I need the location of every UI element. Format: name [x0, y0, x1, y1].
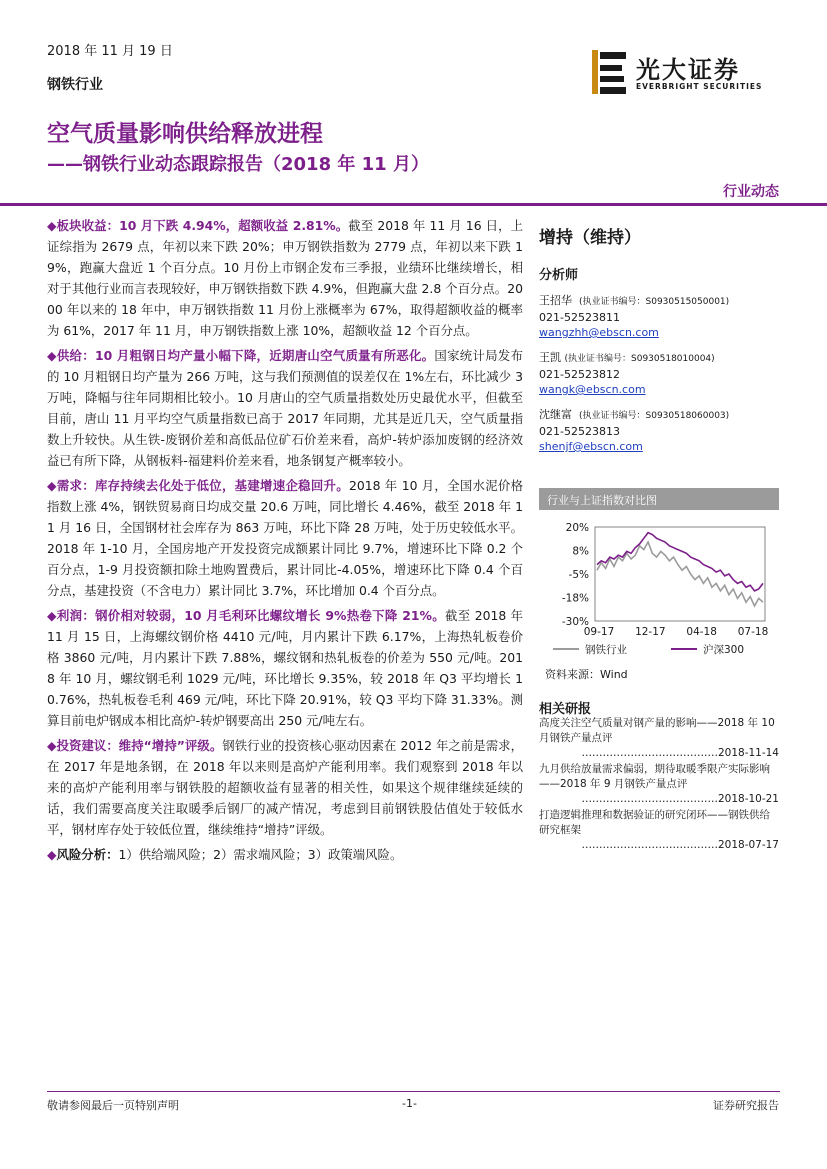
related-report-title: 九月供给放量需求偏弱，期待取暖季限产实际影响——2018 年 9 月钢铁产量点评	[539, 763, 770, 790]
x-tick-label: 04-18	[686, 626, 717, 638]
logo-icon	[588, 48, 628, 96]
analyst-cert: (执业证书编号：S0930515050001)	[579, 297, 730, 307]
analyst-card	[539, 293, 779, 340]
related-research-list	[539, 716, 779, 854]
x-tick-label: 12-17	[635, 626, 666, 638]
logo-cn-text: 光大证券	[636, 56, 740, 84]
diamond-bullet-icon: ◆	[47, 847, 57, 862]
analyst-phone: 021-52523813	[539, 425, 620, 438]
related-report-link[interactable]	[539, 808, 779, 853]
footer-disclaimer: 敬请参阅最后一页特别声明	[47, 1099, 179, 1112]
section-text: 国家统计局发布的 10 月粗钢日均产量为 266 万吨，这与我们预测值的误差仅在 1%左右，环比减少 3 万吨，降幅与往年同期相比较小。10 月唐山的空气质量指数处历史最优水平，但截至目前，唐山 11 月平均空气质量指数已高于 2017 年同期，尤其是近几天，空气质量指数上升较快。从生铁-废钢价差和高低品位矿石价差来看，高炉-转炉添加废钢的经济效益已有所下降，从钢板料-福建料价差来看，地条钢复产概率较小。	[47, 348, 523, 468]
chart-plot	[539, 513, 779, 663]
x-tick-label: 09-17	[583, 626, 615, 638]
plot-frame	[595, 527, 765, 621]
analyst-cert: (执业证书编号：S0930518010004)	[564, 354, 715, 364]
report-title: 空气质量影响供给释放进程	[47, 121, 323, 147]
index-comparison-chart	[539, 488, 779, 663]
section-text: 钢铁行业的投资核心驱动因素在 2012 年之前是需求，在 2017 年是地条钢，在 2018 年以来则是高炉产能利用率。我们观察到 2018 年以来的高炉产能利用率与钢铁股的超额收益有显著的相关性，如果这个规律继续延续的话，我们需要高度关注取暖季后钢厂的减产情况，考虑到目前钢铁股估值处于较低水平，钢材库存处于较低位置，继续维持“增持”评级。	[47, 738, 524, 837]
diamond-bullet-icon: ◆	[47, 218, 57, 233]
related-report-link[interactable]	[539, 762, 779, 807]
analyst-phone: 021-52523811	[539, 311, 620, 324]
section-demand	[47, 475, 523, 601]
section-text: 截至 2018 年 11 月 15 日，上海螺纹钢价格 4410 元/吨，月内累计下跌 6.17%，上海热轧板卷价格 3860 元/吨，月内累计下跌 7.88%，螺纹钢和热轧板卷的价差为 550 元/吨。2018 年 10 月，螺纹钢毛利 1029 元/吨，环比增长 9.35%，较 2018 年 Q3 平均增长 10.76%，热轧板卷毛利 469 元/吨，环比下降 20.91%，较 Q3 平均下降 31.33%。测算目前电炉钢成本相比高炉-转炉钢要高出 250 元/吨左右。	[47, 608, 523, 728]
industry-label: 钢铁行业	[47, 77, 103, 93]
chart-title-bar	[539, 488, 779, 510]
section-supply	[47, 345, 523, 471]
related-research-heading: 相关研报	[539, 702, 592, 717]
diamond-bullet-icon: ◆	[47, 348, 57, 363]
analyst-cert: (执业证书编号：S0930518060003)	[579, 411, 730, 421]
sidebar	[539, 215, 779, 464]
y-tick-label: -18%	[561, 592, 589, 605]
logo-en-text: EVERBRIGHT SECURITIES	[636, 82, 763, 91]
footer-divider	[47, 1091, 780, 1092]
diamond-bullet-icon: ◆	[47, 478, 57, 493]
analyst-heading: 分析师	[539, 268, 579, 283]
section-text: 2018 年 10 月，全国水泥价格指数上涨 4%，钢铁贸易商日均成交量 20.6 万吨，同比增长 4.46%，截至 2018 年 11 月 16 日，全国钢材社会库存为 863 万吨，环比下降 28 万吨，处于历史较低水平。2018 年 1-10 月，全国房地产开发投资完成额累计同比 9.7%，增速环比下降 0.2 个百分点，1-9 月投资额扣除土地购置费后，累计同比-4.05%，增速环比下降 0.4 个百分点，基建投资（不含电力）累计同比 3.7%，环比增加 0.4 个百分点。	[47, 478, 524, 598]
page-number: -1-	[402, 1097, 417, 1110]
related-report-title: 打造逻辑推理和数据验证的研究闭环——钢铁供给研究框架	[539, 809, 770, 836]
analyst-card	[539, 350, 779, 397]
analyst-email-link[interactable]: wangk@ebscn.com	[539, 383, 646, 396]
analyst-card	[539, 407, 779, 454]
related-report-date: …………………………………2018-07-17	[581, 839, 779, 851]
y-tick-label: -30%	[561, 616, 589, 628]
section-risk	[47, 844, 523, 865]
analyst-phone: 021-52523812	[539, 368, 620, 381]
chart-source: 资料来源：Wind	[545, 668, 628, 681]
related-report-date: …………………………………2018-11-14	[581, 747, 779, 759]
legend-label: 钢铁行业	[585, 644, 627, 656]
diamond-bullet-icon: ◆	[47, 738, 57, 753]
analyst-name: 王招华	[539, 294, 572, 307]
report-type: 行业动态	[723, 184, 779, 200]
section-text: 1）供给端风险；2）需求端风险；3）政策端风险。	[118, 847, 403, 862]
section-heading: 风险分析：	[56, 847, 119, 862]
legend-label: 沪深300	[703, 644, 745, 656]
analyst-name: 王凯	[539, 351, 561, 364]
y-tick-label: 8%	[572, 545, 589, 558]
related-report-link[interactable]	[539, 716, 779, 761]
y-tick-label: -5%	[568, 569, 589, 581]
series-line-0	[597, 542, 763, 606]
section-heading: 板块收益：10 月下跌 4.94%，超额收益 2.81%。	[56, 218, 349, 233]
section-heading: 供给：10 月粗钢日均产量小幅下降，近期唐山空气质量有所恶化。	[56, 348, 435, 363]
section-investment-advice	[47, 735, 523, 840]
section-profit	[47, 605, 523, 731]
analyst-email-link[interactable]: wangzhh@ebscn.com	[539, 326, 659, 339]
header-divider	[0, 203, 827, 206]
diamond-bullet-icon: ◆	[47, 608, 57, 623]
related-report-date: …………………………………2018-10-21	[581, 793, 779, 805]
main-body	[47, 215, 523, 869]
section-heading: 利润：钢价相对较弱，10 月毛利环比螺纹增长 9%热卷下降 21%。	[56, 608, 446, 623]
analyst-name: 沈继富	[539, 408, 572, 421]
analyst-email-link[interactable]: shenjf@ebscn.com	[539, 440, 643, 453]
y-tick-label: 20%	[565, 522, 589, 534]
company-logo	[588, 48, 783, 96]
section-sector-return	[47, 215, 523, 341]
report-date: 2018 年 11 月 19 日	[47, 44, 173, 59]
x-tick-label: 07-18	[737, 626, 769, 638]
series-line-1	[597, 533, 763, 591]
section-heading: 投资建议：维持“增持”评级。	[56, 738, 223, 753]
section-heading: 需求：库存持续去化处于低位，基建增速企稳回升。	[56, 478, 349, 493]
related-report-title: 高度关注空气质量对钢产量的影响——2018 年 10 月钢铁产量点评	[539, 717, 775, 744]
footer-doc-type: 证券研究报告	[713, 1099, 779, 1112]
report-subtitle: ——钢铁行业动态跟踪报告（2018 年 11 月）	[47, 154, 429, 175]
section-text: 截至 2018 年 11 月 16 日，上证综指为 2679 点，年初以来下跌 20%；申万钢铁指数为 2779 点，年初以来下跌 19%，跑赢大盘近 1 个百分点。10 月份上市钢企发布三季报，业绩环比继续增长，相对于其他行业而言表现较好，申万钢铁指数下跌 4.9%，但跑赢大盘 2.8 个百分点。2000 年以来的 18 年中，申万钢铁指数 11 月份上涨概率为 67%，取得超额收益的概率为 61%，2017 年 11 月，申万钢铁指数上涨 10%，超额收益 12 个百分点。	[47, 218, 524, 338]
rating: 增持（维持）	[539, 228, 641, 248]
chart-title: 行业与上证指数对比图	[547, 494, 657, 507]
